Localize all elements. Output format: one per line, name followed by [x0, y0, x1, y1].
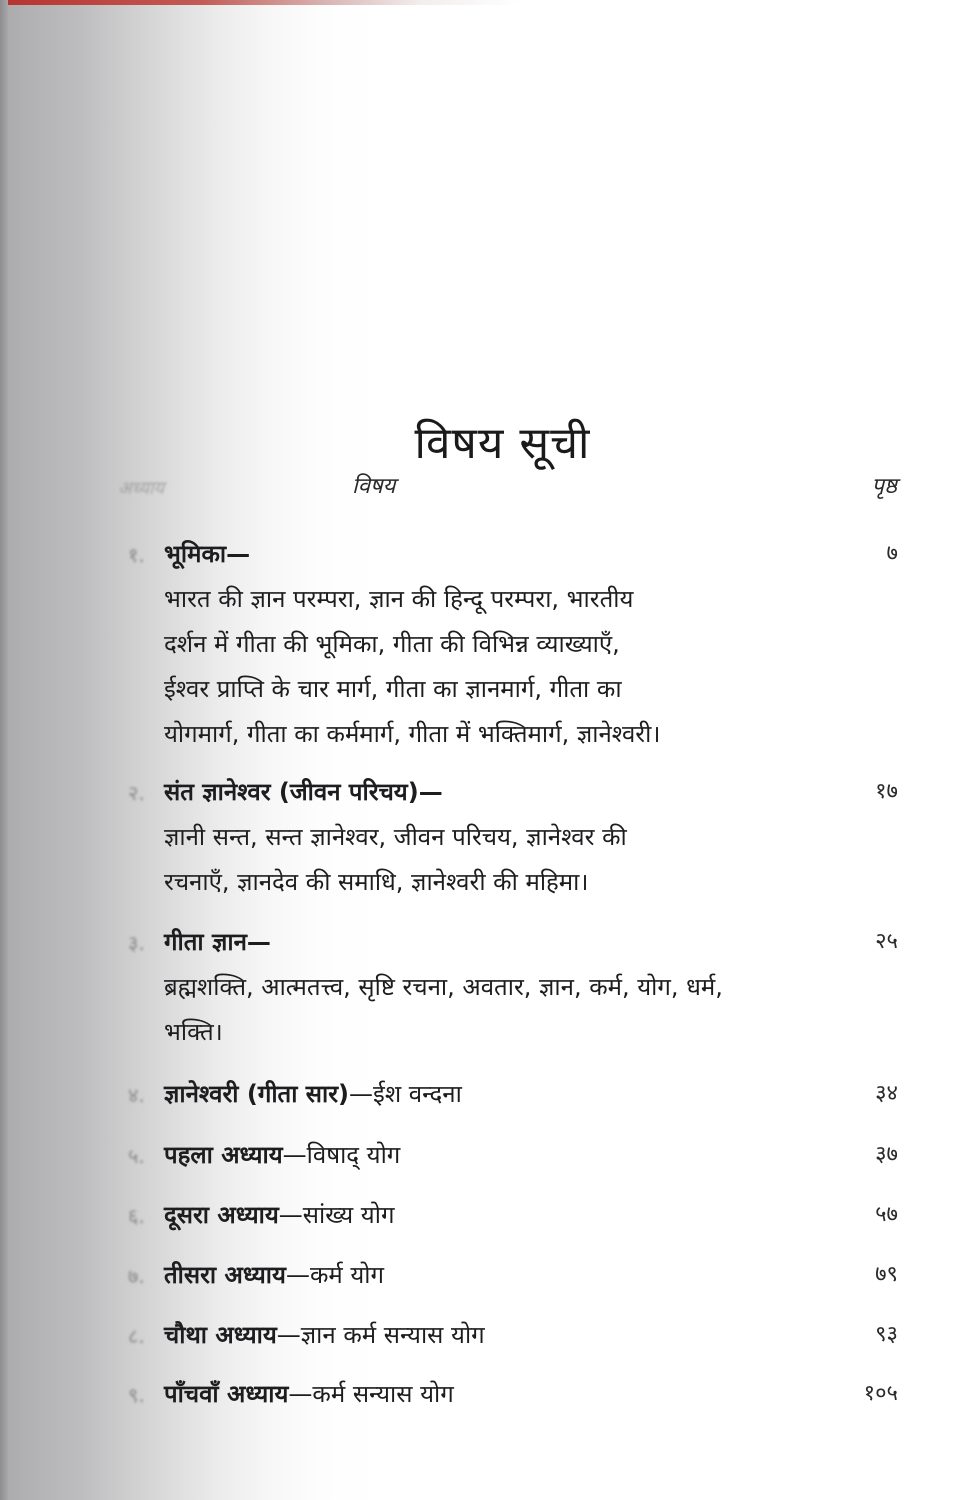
- toc-entry: [128, 532, 898, 757]
- entry-number: ४.: [128, 1083, 145, 1107]
- toc-entry: [128, 1072, 898, 1117]
- entry-page-number: १७: [875, 779, 898, 804]
- entry-page-number: ५७: [875, 1202, 898, 1227]
- entry-heading: दूसरा अध्याय—सांख्य योग: [164, 1201, 395, 1229]
- toc-entry: [128, 1313, 898, 1358]
- entry-number: ३.: [128, 931, 145, 955]
- page-title: विषय सूची: [414, 418, 591, 470]
- entry-heading: पाँचवाँ अध्याय—कर्म सन्यास योग: [164, 1380, 454, 1408]
- toc-entry: [128, 1253, 898, 1298]
- entry-description: भारत की ज्ञान परम्परा, ज्ञान की हिन्दू परम्परा, भारतीय दर्शन में गीता की भूमिका, गीता की विभिन्न व्याख्याएँ, ईश्वर प्राप्ति के चार मार्ग, गीता का ज्ञानमार्ग, गीता का योगमार्ग, गीता का कर्ममार्ग, गीता में भक्तिमार्ग, ज्ञानेश्वरी।: [164, 585, 661, 748]
- entry-page-number: ७: [886, 541, 898, 566]
- entry-heading: तीसरा अध्याय—कर्म योग: [164, 1261, 384, 1289]
- cover-edge-band: [0, 0, 975, 5]
- toc-entry: [128, 770, 898, 905]
- binding-gutter: [0, 0, 8, 1500]
- entry-heading: भूमिका—: [164, 540, 251, 568]
- entry-number: ९.: [128, 1383, 145, 1407]
- toc-entry: [128, 1133, 898, 1178]
- entry-number: ६.: [128, 1204, 145, 1228]
- entry-description: ज्ञानी सन्त, सन्त ज्ञानेश्वर, जीवन परिचय, ज्ञानेश्वर की रचनाएँ, ज्ञानदेव की समाधि, ज्ञानेश्वरी की महिमा।: [164, 823, 627, 896]
- entry-page-number: २५: [875, 929, 898, 954]
- column-header-chapter: अध्याय: [118, 478, 165, 499]
- entry-description: ब्रह्मशक्ति, आत्मतत्त्व, सृष्टि रचना, अवतार, ज्ञान, कर्म, योग, धर्म, भक्ति।: [164, 973, 723, 1046]
- entry-number: ७.: [128, 1264, 145, 1288]
- toc-entry: [128, 1372, 898, 1417]
- entry-page-number: १०५: [863, 1381, 898, 1406]
- column-header-page: पृष्ठ: [871, 474, 897, 499]
- entry-number: १.: [128, 543, 145, 567]
- entry-page-number: ७९: [875, 1262, 898, 1287]
- entry-number: २.: [128, 781, 145, 805]
- column-header-subject: विषय: [352, 474, 396, 499]
- toc-entry: [128, 1193, 898, 1238]
- entry-heading: चौथा अध्याय—ज्ञान कर्म सन्यास योग: [164, 1321, 485, 1349]
- toc-entry: [128, 920, 898, 1055]
- entry-page-number: ९३: [875, 1322, 898, 1347]
- entry-number: ५.: [128, 1144, 145, 1168]
- entry-page-number: ३४: [875, 1081, 898, 1106]
- entry-page-number: ३७: [875, 1142, 898, 1167]
- entry-heading: गीता ज्ञान—: [164, 928, 271, 956]
- entry-number: ८.: [128, 1324, 145, 1348]
- entry-heading: ज्ञानेश्वरी (गीता सार)—ईश वन्दना: [164, 1080, 462, 1108]
- entry-heading: संत ज्ञानेश्वर (जीवन परिचय)—: [164, 778, 443, 806]
- entry-heading: पहला अध्याय—विषाद् योग: [164, 1141, 401, 1169]
